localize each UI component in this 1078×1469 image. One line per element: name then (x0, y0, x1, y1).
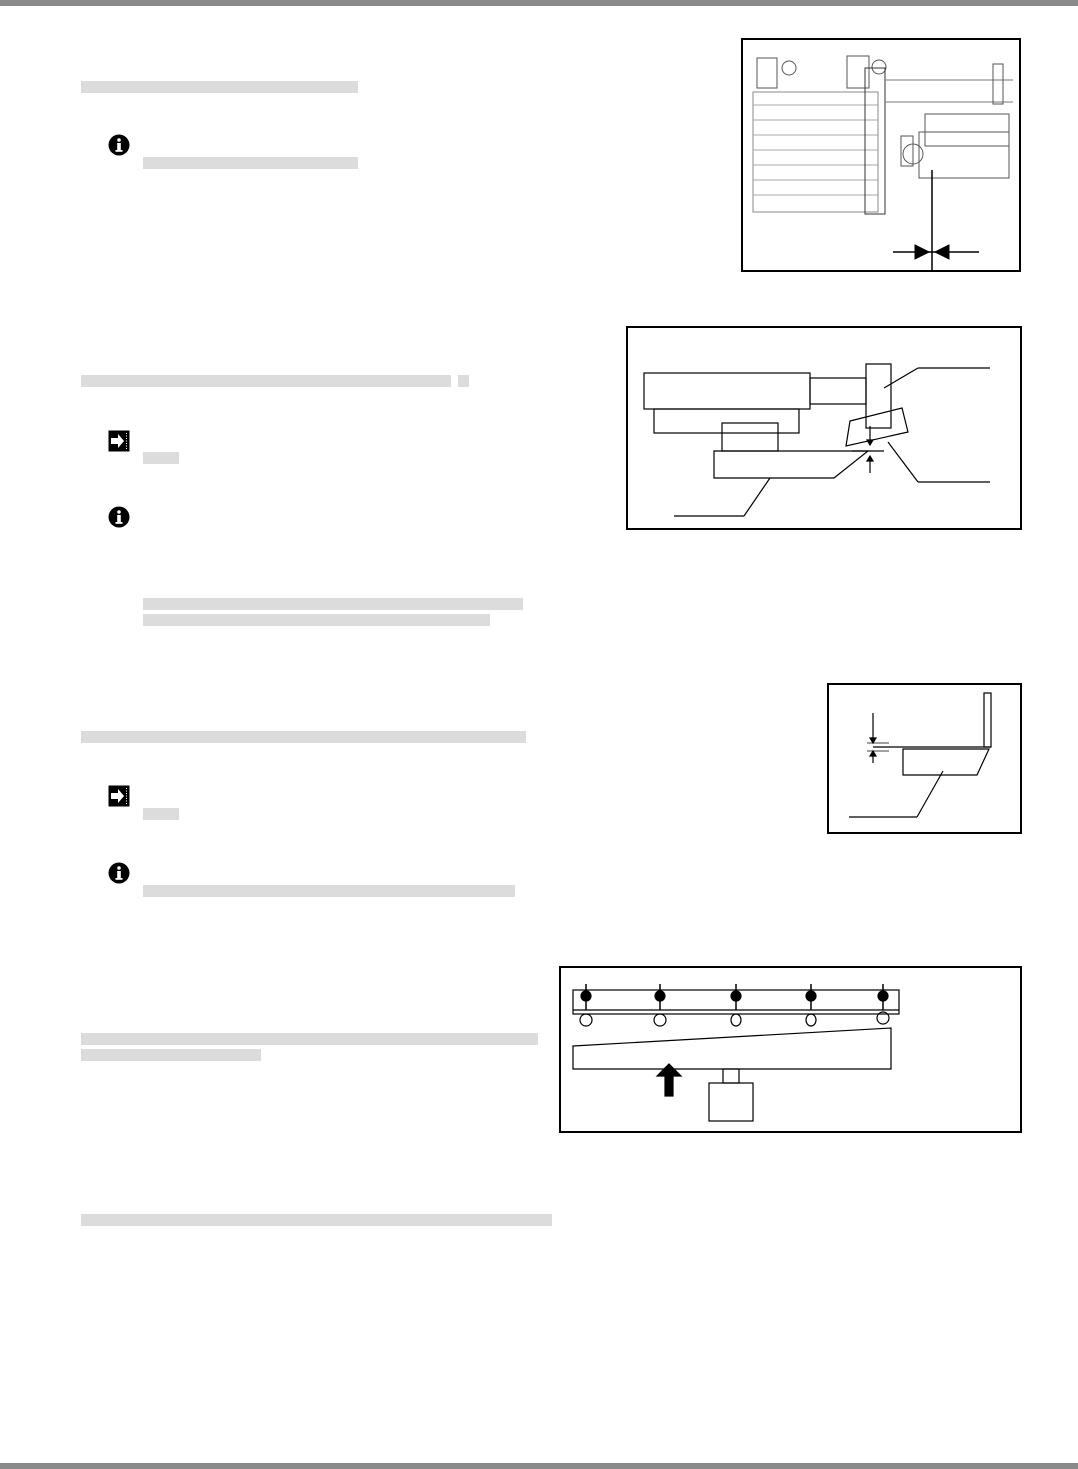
note-text-1 (143, 157, 358, 169)
section-5-heading (81, 1214, 552, 1226)
section-2-heading-tail (458, 375, 469, 387)
section-2-heading (81, 375, 451, 387)
figure-gap-detail (827, 683, 1022, 834)
figure-clamp-assembly (741, 38, 1021, 272)
section-4-heading-line-1 (81, 1033, 538, 1045)
figure-beam-alignment (559, 966, 1022, 1133)
hint-text-3 (143, 808, 179, 820)
section-1-heading (81, 81, 358, 93)
arrow-right-icon (108, 430, 130, 452)
bottom-rule (0, 1463, 1078, 1469)
note-text-2-line-1 (143, 598, 523, 610)
arrow-right-icon (108, 785, 130, 807)
info-icon (108, 134, 130, 156)
section-3-heading (81, 731, 526, 743)
note-text-3 (143, 885, 515, 897)
hint-text-2 (143, 452, 179, 464)
top-rule (0, 0, 1078, 6)
info-icon (108, 862, 130, 884)
section-4-heading-line-2 (81, 1049, 261, 1061)
note-text-2-line-2 (143, 614, 490, 626)
info-icon (108, 506, 130, 528)
figure-tool-gap (626, 326, 1022, 530)
